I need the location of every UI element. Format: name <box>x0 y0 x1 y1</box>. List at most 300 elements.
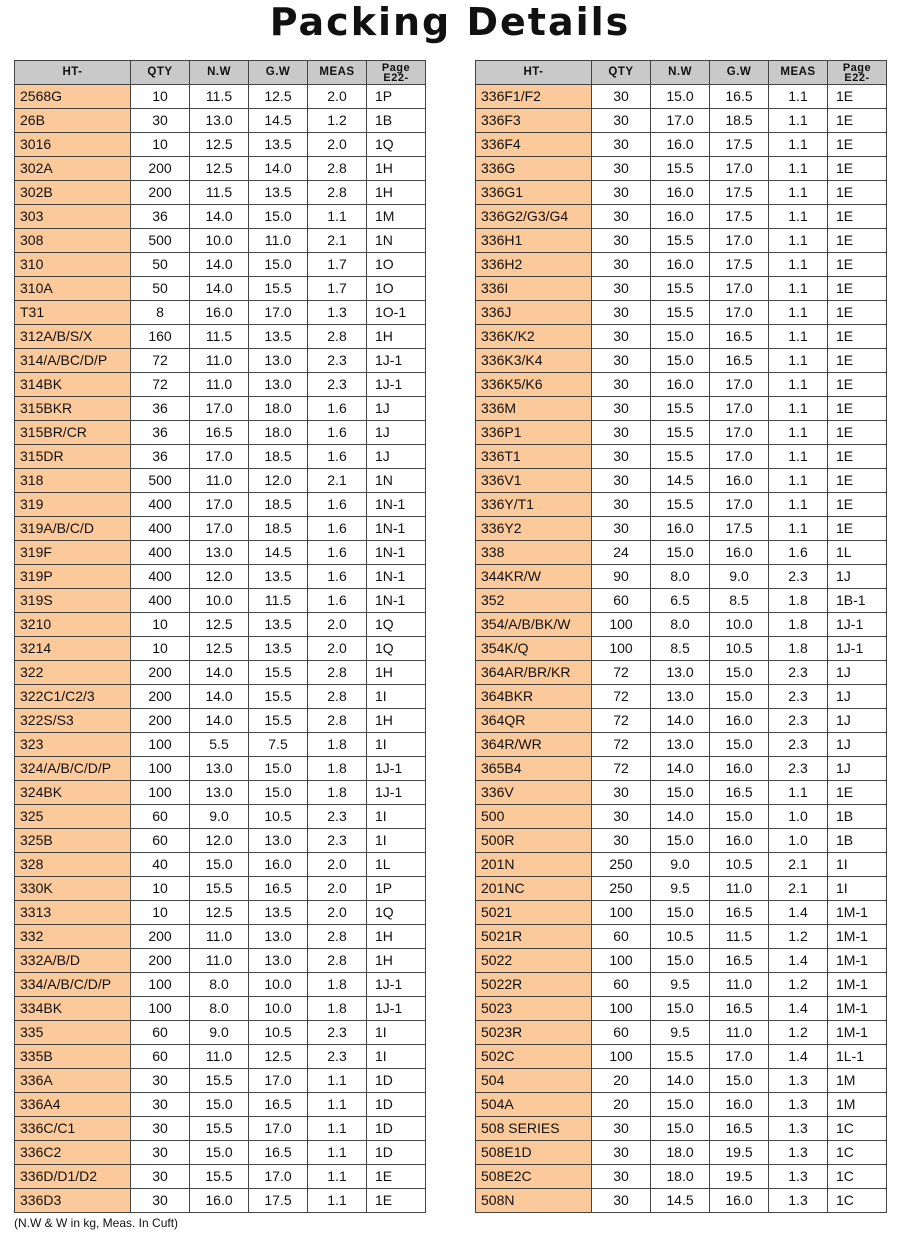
table-row <box>15 565 426 589</box>
gw-cell: 19.5 <box>710 1165 769 1189</box>
page-cell: 1H <box>367 661 426 685</box>
ht-cell: 336Y2 <box>476 517 592 541</box>
meas-cell: 2.0 <box>308 613 367 637</box>
qty-cell: 30 <box>131 109 190 133</box>
ht-cell: 336C2 <box>15 1141 131 1165</box>
meas-cell: 2.0 <box>308 133 367 157</box>
ht-cell: 336A4 <box>15 1093 131 1117</box>
qty-cell: 72 <box>592 685 651 709</box>
gw-cell: 17.5 <box>710 205 769 229</box>
nw-cell: 15.5 <box>651 277 710 301</box>
nw-cell: 14.0 <box>190 685 249 709</box>
page-cell: 1E <box>367 1165 426 1189</box>
meas-cell: 1.1 <box>769 517 828 541</box>
ht-cell: 319 <box>15 493 131 517</box>
meas-cell: 1.1 <box>769 229 828 253</box>
gw-cell: 14.0 <box>249 157 308 181</box>
meas-cell: 2.3 <box>308 829 367 853</box>
gw-cell: 15.5 <box>249 661 308 685</box>
qty-cell: 30 <box>592 805 651 829</box>
gw-cell: 16.5 <box>710 85 769 109</box>
nw-cell: 16.0 <box>190 301 249 325</box>
table-row <box>476 805 887 829</box>
gw-cell: 15.0 <box>710 805 769 829</box>
qty-cell: 30 <box>592 109 651 133</box>
ht-cell: 315BR/CR <box>15 421 131 445</box>
qty-cell: 20 <box>592 1069 651 1093</box>
meas-cell: 2.3 <box>769 733 828 757</box>
gw-cell: 15.0 <box>710 661 769 685</box>
page-cell: 1I <box>367 733 426 757</box>
qty-cell: 100 <box>131 781 190 805</box>
nw-cell: 9.5 <box>651 973 710 997</box>
nw-cell: 15.0 <box>651 325 710 349</box>
meas-cell: 1.3 <box>769 1069 828 1093</box>
ht-cell: 336V <box>476 781 592 805</box>
meas-cell: 2.8 <box>308 661 367 685</box>
nw-cell: 12.5 <box>190 157 249 181</box>
meas-cell: 1.6 <box>308 421 367 445</box>
ht-cell: 336F3 <box>476 109 592 133</box>
qty-cell: 30 <box>592 445 651 469</box>
ht-cell: 328 <box>15 853 131 877</box>
meas-cell: 1.1 <box>769 373 828 397</box>
nw-cell: 17.0 <box>190 493 249 517</box>
table-row <box>15 853 426 877</box>
ht-cell: 3016 <box>15 133 131 157</box>
page-cell: 1J-1 <box>828 637 887 661</box>
page-cell: 1I <box>828 853 887 877</box>
nw-cell: 11.0 <box>190 925 249 949</box>
ht-cell: 504A <box>476 1093 592 1117</box>
table-row <box>15 733 426 757</box>
ht-cell: 336H2 <box>476 253 592 277</box>
table-row <box>15 1093 426 1117</box>
qty-cell: 72 <box>592 709 651 733</box>
qty-cell: 100 <box>592 901 651 925</box>
meas-cell: 1.8 <box>769 613 828 637</box>
table-row <box>476 709 887 733</box>
ht-cell: 330K <box>15 877 131 901</box>
table-row <box>15 325 426 349</box>
page-cell: 1O-1 <box>367 301 426 325</box>
gw-cell: 17.0 <box>710 373 769 397</box>
table-row <box>15 493 426 517</box>
nw-cell: 16.0 <box>651 253 710 277</box>
qty-cell: 200 <box>131 157 190 181</box>
page-cell: 1I <box>367 805 426 829</box>
qty-cell: 200 <box>131 925 190 949</box>
meas-cell: 1.1 <box>769 445 828 469</box>
qty-cell: 400 <box>131 517 190 541</box>
table-row <box>15 997 426 1021</box>
gw-cell: 15.0 <box>249 781 308 805</box>
page-cell: 1M-1 <box>828 949 887 973</box>
gw-cell: 13.0 <box>249 349 308 373</box>
meas-cell: 1.1 <box>308 1141 367 1165</box>
ht-cell: 303 <box>15 205 131 229</box>
page-cell: 1N-1 <box>367 517 426 541</box>
nw-cell: 15.0 <box>651 781 710 805</box>
ht-cell: 334BK <box>15 997 131 1021</box>
page-cell: 1N-1 <box>367 565 426 589</box>
gw-cell: 18.0 <box>249 397 308 421</box>
header-page-line1: Page <box>381 61 411 74</box>
page-cell: 1M-1 <box>828 997 887 1021</box>
qty-cell: 100 <box>131 733 190 757</box>
page-title: Packing Details <box>269 0 631 44</box>
gw-cell: 16.5 <box>710 325 769 349</box>
page-cell: 1M-1 <box>828 901 887 925</box>
qty-cell: 60 <box>592 973 651 997</box>
page-cell: 1H <box>367 325 426 349</box>
qty-cell: 36 <box>131 205 190 229</box>
nw-cell: 12.0 <box>190 829 249 853</box>
table-row <box>15 589 426 613</box>
qty-cell: 100 <box>131 997 190 1021</box>
table-row <box>15 397 426 421</box>
ht-cell: 319F <box>15 541 131 565</box>
qty-cell: 100 <box>592 637 651 661</box>
header-gw: G.W <box>710 61 769 85</box>
gw-cell: 15.5 <box>249 277 308 301</box>
meas-cell: 1.7 <box>308 277 367 301</box>
qty-cell: 60 <box>592 589 651 613</box>
ht-cell: 336F4 <box>476 133 592 157</box>
table-row <box>15 373 426 397</box>
meas-cell: 2.3 <box>769 565 828 589</box>
gw-cell: 16.0 <box>249 853 308 877</box>
header-meas: MEAS <box>769 61 828 85</box>
qty-cell: 60 <box>131 829 190 853</box>
qty-cell: 40 <box>131 853 190 877</box>
ht-cell: 302A <box>15 157 131 181</box>
qty-cell: 500 <box>131 469 190 493</box>
nw-cell: 5.5 <box>190 733 249 757</box>
table-row <box>15 469 426 493</box>
gw-cell: 15.5 <box>249 685 308 709</box>
meas-cell: 1.1 <box>769 133 828 157</box>
qty-cell: 24 <box>592 541 651 565</box>
qty-cell: 72 <box>131 373 190 397</box>
meas-cell: 1.1 <box>769 349 828 373</box>
page-cell: 1M-1 <box>828 925 887 949</box>
table-row <box>15 661 426 685</box>
qty-cell: 10 <box>131 901 190 925</box>
nw-cell: 15.0 <box>651 349 710 373</box>
qty-cell: 200 <box>131 685 190 709</box>
ht-cell: 352 <box>476 589 592 613</box>
ht-cell: 5022 <box>476 949 592 973</box>
table-row <box>476 613 887 637</box>
nw-cell: 10.5 <box>651 925 710 949</box>
nw-cell: 9.0 <box>190 805 249 829</box>
nw-cell: 15.0 <box>651 1093 710 1117</box>
page-cell: 1J <box>828 733 887 757</box>
meas-cell: 1.3 <box>769 1165 828 1189</box>
page-cell: 1H <box>367 949 426 973</box>
packing-table-left <box>14 60 426 1213</box>
page-cell: 1C <box>828 1117 887 1141</box>
nw-cell: 11.5 <box>190 325 249 349</box>
page-cell: 1B <box>828 829 887 853</box>
meas-cell: 2.0 <box>308 637 367 661</box>
qty-cell: 30 <box>592 85 651 109</box>
ht-cell: 308 <box>15 229 131 253</box>
nw-cell: 15.5 <box>190 1069 249 1093</box>
ht-cell: 5021 <box>476 901 592 925</box>
nw-cell: 16.5 <box>190 421 249 445</box>
meas-cell: 1.4 <box>769 901 828 925</box>
meas-cell: 1.6 <box>308 589 367 613</box>
page-cell: 1J-1 <box>367 373 426 397</box>
qty-cell: 72 <box>592 661 651 685</box>
ht-cell: 336T1 <box>476 445 592 469</box>
gw-cell: 11.0 <box>710 973 769 997</box>
qty-cell: 500 <box>131 229 190 253</box>
qty-cell: 200 <box>131 949 190 973</box>
page-cell: 1E <box>828 517 887 541</box>
page-cell: 1P <box>367 85 426 109</box>
table-row <box>15 205 426 229</box>
page-cell: 1J-1 <box>367 349 426 373</box>
table-row <box>476 1045 887 1069</box>
table-row <box>15 1045 426 1069</box>
gw-cell: 18.5 <box>249 445 308 469</box>
page-cell: 1E <box>828 109 887 133</box>
page-cell: 1E <box>828 397 887 421</box>
meas-cell: 1.2 <box>769 1021 828 1045</box>
meas-cell: 1.1 <box>308 1189 367 1213</box>
table-row <box>476 517 887 541</box>
meas-cell: 2.8 <box>308 709 367 733</box>
gw-cell: 17.0 <box>710 277 769 301</box>
gw-cell: 19.5 <box>710 1141 769 1165</box>
ht-cell: 2568G <box>15 85 131 109</box>
table-row <box>476 565 887 589</box>
page-cell: 1B-1 <box>828 589 887 613</box>
table-row <box>476 181 887 205</box>
meas-cell: 1.0 <box>769 829 828 853</box>
page-cell: 1E <box>828 205 887 229</box>
table-row <box>15 925 426 949</box>
gw-cell: 10.5 <box>710 637 769 661</box>
ht-cell: 322 <box>15 661 131 685</box>
page-cell: 1I <box>367 1045 426 1069</box>
nw-cell: 13.0 <box>190 541 249 565</box>
table-row <box>476 949 887 973</box>
table-row <box>476 1093 887 1117</box>
meas-cell: 1.6 <box>308 541 367 565</box>
nw-cell: 15.0 <box>651 949 710 973</box>
ht-cell: 504 <box>476 1069 592 1093</box>
page-cell: 1E <box>828 85 887 109</box>
qty-cell: 30 <box>592 253 651 277</box>
ht-cell: 322C1/C2/3 <box>15 685 131 709</box>
page-cell: 1B <box>367 109 426 133</box>
table-row <box>15 781 426 805</box>
gw-cell: 12.5 <box>249 1045 308 1069</box>
gw-cell: 10.5 <box>249 805 308 829</box>
gw-cell: 13.5 <box>249 325 308 349</box>
ht-cell: 336D3 <box>15 1189 131 1213</box>
ht-cell: 336I <box>476 277 592 301</box>
nw-cell: 8.0 <box>651 613 710 637</box>
page-cell: 1Q <box>367 637 426 661</box>
gw-cell: 15.5 <box>249 709 308 733</box>
qty-cell: 10 <box>131 877 190 901</box>
header-ht: HT- <box>476 61 592 85</box>
meas-cell: 1.4 <box>769 1045 828 1069</box>
gw-cell: 10.5 <box>710 853 769 877</box>
ht-cell: 336M <box>476 397 592 421</box>
qty-cell: 30 <box>592 1189 651 1213</box>
gw-cell: 13.0 <box>249 949 308 973</box>
ht-cell: 365B4 <box>476 757 592 781</box>
nw-cell: 16.0 <box>651 517 710 541</box>
gw-cell: 16.5 <box>710 901 769 925</box>
meas-cell: 1.1 <box>769 301 828 325</box>
ht-cell: 508E2C <box>476 1165 592 1189</box>
meas-cell: 1.1 <box>769 493 828 517</box>
meas-cell: 1.8 <box>769 589 828 613</box>
page-cell: 1J <box>367 397 426 421</box>
meas-cell: 1.3 <box>769 1141 828 1165</box>
meas-cell: 1.1 <box>769 85 828 109</box>
page-cell: 1J-1 <box>367 757 426 781</box>
meas-cell: 2.1 <box>769 877 828 901</box>
nw-cell: 10.0 <box>190 229 249 253</box>
header-nw: N.W <box>190 61 249 85</box>
nw-cell: 11.0 <box>190 373 249 397</box>
table-row <box>476 829 887 853</box>
meas-cell: 2.3 <box>769 709 828 733</box>
gw-cell: 7.5 <box>249 733 308 757</box>
page-cell: 1H <box>367 157 426 181</box>
gw-cell: 16.5 <box>710 997 769 1021</box>
qty-cell: 400 <box>131 541 190 565</box>
meas-cell: 2.3 <box>308 373 367 397</box>
meas-cell: 1.1 <box>769 109 828 133</box>
nw-cell: 15.0 <box>651 901 710 925</box>
nw-cell: 9.5 <box>651 877 710 901</box>
table-row <box>15 877 426 901</box>
nw-cell: 8.0 <box>190 973 249 997</box>
meas-cell: 1.1 <box>769 781 828 805</box>
table-row <box>15 109 426 133</box>
table-row <box>476 277 887 301</box>
table-row <box>15 541 426 565</box>
ht-cell: 324/A/B/C/D/P <box>15 757 131 781</box>
page-cell: 1E <box>828 349 887 373</box>
nw-cell: 15.5 <box>190 877 249 901</box>
header-page <box>828 61 887 85</box>
table-row <box>476 397 887 421</box>
table-row <box>15 757 426 781</box>
gw-cell: 17.5 <box>710 253 769 277</box>
ht-cell: 314/A/BC/D/P <box>15 349 131 373</box>
table-row <box>15 1141 426 1165</box>
page-cell: 1O <box>367 277 426 301</box>
ht-cell: 500R <box>476 829 592 853</box>
gw-cell: 16.0 <box>710 469 769 493</box>
meas-cell: 2.8 <box>308 157 367 181</box>
gw-cell: 15.0 <box>710 685 769 709</box>
nw-cell: 11.5 <box>190 181 249 205</box>
nw-cell: 16.0 <box>651 205 710 229</box>
gw-cell: 10.0 <box>710 613 769 637</box>
ht-cell: 332 <box>15 925 131 949</box>
gw-cell: 17.0 <box>249 1117 308 1141</box>
ht-cell: 5023 <box>476 997 592 1021</box>
page-cell: 1E <box>828 301 887 325</box>
page-cell: 1C <box>828 1189 887 1213</box>
gw-cell: 11.5 <box>249 589 308 613</box>
ht-cell: 336G1 <box>476 181 592 205</box>
qty-cell: 160 <box>131 325 190 349</box>
table-row <box>15 1189 426 1213</box>
meas-cell: 1.3 <box>769 1093 828 1117</box>
qty-cell: 30 <box>592 205 651 229</box>
table-row <box>15 229 426 253</box>
ht-cell: 336K/K2 <box>476 325 592 349</box>
ht-cell: 5021R <box>476 925 592 949</box>
nw-cell: 15.5 <box>651 301 710 325</box>
ht-cell: 336K5/K6 <box>476 373 592 397</box>
table-row <box>15 133 426 157</box>
table-row <box>476 1021 887 1045</box>
ht-cell: 5023R <box>476 1021 592 1045</box>
table-row <box>15 85 426 109</box>
nw-cell: 13.0 <box>651 733 710 757</box>
qty-cell: 30 <box>592 493 651 517</box>
page-cell: 1J-1 <box>367 997 426 1021</box>
page-cell: 1P <box>367 877 426 901</box>
gw-cell: 15.0 <box>249 253 308 277</box>
nw-cell: 15.0 <box>190 1093 249 1117</box>
table-row <box>476 757 887 781</box>
gw-cell: 16.5 <box>710 349 769 373</box>
nw-cell: 13.0 <box>651 661 710 685</box>
units-note: (N.W & W in kg, Meas. In Cuft) <box>14 1216 179 1230</box>
header-page-line1: Page <box>842 61 872 74</box>
ht-cell: 310A <box>15 277 131 301</box>
qty-cell: 8 <box>131 301 190 325</box>
nw-cell: 14.0 <box>651 709 710 733</box>
meas-cell: 1.0 <box>769 805 828 829</box>
qty-cell: 30 <box>592 781 651 805</box>
ht-cell: 201N <box>476 853 592 877</box>
qty-cell: 60 <box>131 1045 190 1069</box>
meas-cell: 1.1 <box>769 397 828 421</box>
ht-cell: 336G2/G3/G4 <box>476 205 592 229</box>
qty-cell: 72 <box>592 733 651 757</box>
page-cell: 1I <box>367 1021 426 1045</box>
meas-cell: 1.8 <box>308 733 367 757</box>
header-ht: HT- <box>15 61 131 85</box>
nw-cell: 14.0 <box>190 661 249 685</box>
ht-cell: 508N <box>476 1189 592 1213</box>
page-cell: 1E <box>828 469 887 493</box>
table-header-row <box>476 61 887 85</box>
table-row <box>476 853 887 877</box>
table-row <box>15 421 426 445</box>
page-cell: 1J-1 <box>367 973 426 997</box>
meas-cell: 2.8 <box>308 325 367 349</box>
header-page-line2: E22- <box>383 71 409 84</box>
ht-cell: 312A/B/S/X <box>15 325 131 349</box>
meas-cell: 1.1 <box>308 1093 367 1117</box>
